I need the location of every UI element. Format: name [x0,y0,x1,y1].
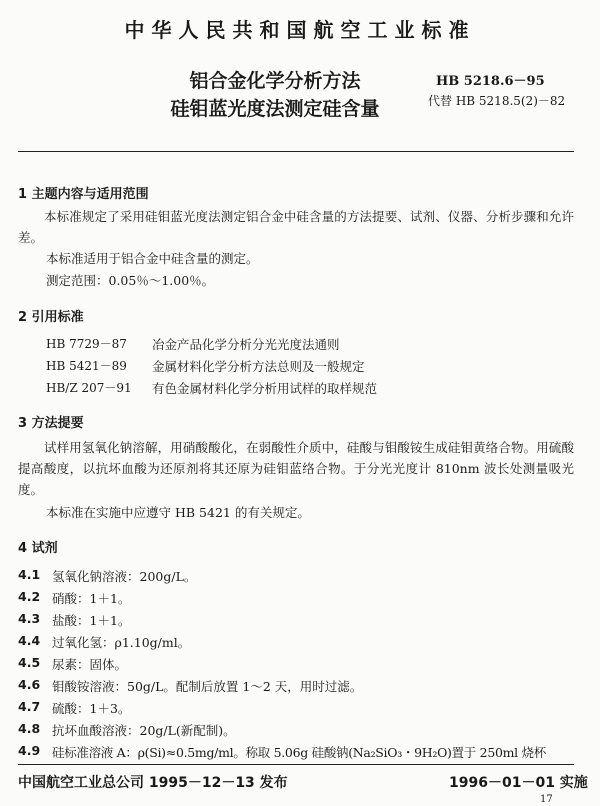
reagent-text: 抗坏血酸溶液：20g/L(新配制)。 [52,723,236,738]
issue-info: 中国航空工业总公司 1995－12－13 发布 [18,775,288,791]
document-title-line1: 铝合金化学分析方法 [189,70,361,92]
document-title-line2: 硅钼蓝光度法测定硅含量 [170,98,380,120]
reagent-number: 4.7 [18,699,41,714]
header-divider [18,151,574,152]
reference-code: HB/Z 207－91 [46,381,132,395]
section-3-note-line: 本标准在实施中应遵守 HB 5421 的有关规定。 [46,505,310,520]
section-3-heading: 3 方法提要 [18,416,84,431]
standard-category-title: 中华人民共和国航空工业标准 [124,18,476,42]
standard-code: HB 5218.6－95 [436,74,545,89]
section-1-paragraph: 本标准规定了采用硅钼蓝光度法测定铝合金中硅含量的方法提要、试剂、仪器、分析步骤和允许差。 [18,209,574,245]
reagent-number: 4.2 [18,589,41,604]
reagent-number: 4.1 [18,567,41,582]
section-1-scope-line: 本标准适用于铝合金中硅含量的测定。 [46,251,259,266]
section-1-heading: 1 主题内容与适用范围 [18,187,149,202]
reagent-text: 氢氧化钠溶液：200g/L。 [52,569,197,584]
reagent-number: 4.4 [18,633,41,648]
reagent-number: 4.6 [18,677,41,692]
effective-date: 1996－01－01 实施 [449,775,588,791]
replaces-standard: 代替 HB 5218.5(2)－82 [428,94,566,108]
reference-code: HB 7729－87 [46,337,127,351]
page-number: 17 [540,794,553,805]
reagent-text: 钼酸铵溶液：50g/L。配制后放置 1～2 天，用时过滤。 [52,679,363,694]
reagent-number: 4.8 [18,721,41,736]
reagent-text: 过氧化氢：ρ1.10g/ml。 [52,635,191,650]
section-2-heading: 2 引用标准 [18,310,84,325]
footer-divider [18,764,574,765]
reference-title: 有色金属材料化学分析用试样的取样规范 [152,381,378,396]
reagent-text: 硅标准溶液 A：ρ(Si)≈0.5mg/ml。称取 5.06g 硅酸钠(Na₂SiO₃・9H₂O)置于 250ml 烧杯 [52,745,546,760]
reagent-number: 4.3 [18,611,41,626]
reagent-number: 4.9 [18,743,41,758]
reagent-number: 4.5 [18,655,41,670]
reagent-text: 硝酸：1＋1。 [52,591,131,606]
reference-title: 金属材料化学分析方法总则及一般规定 [152,359,365,374]
section-4-heading: 4 试剂 [18,541,58,556]
reagent-text: 尿素：固体。 [52,657,128,672]
reagent-text: 硫酸：1＋3。 [52,701,131,716]
section-3-paragraph: 试样用氢氧化钠溶解，用硝酸酸化，在弱酸性介质中，硅酸与钼酸铵生成硅钼黄络合物。用硫酸提高酸度，以抗坏血酸为还原剂将其还原为硅钼蓝络合物。于分光光度计 810nm 波长处测量吸光度。 [18,440,574,497]
reference-code: HB 5421－89 [46,359,127,373]
section-1-range-line: 测定范围：0.05％～1.00％。 [46,273,215,288]
reagent-text: 盐酸：1＋1。 [52,613,131,628]
reference-title: 冶金产品化学分析分光光度法通则 [152,337,340,352]
